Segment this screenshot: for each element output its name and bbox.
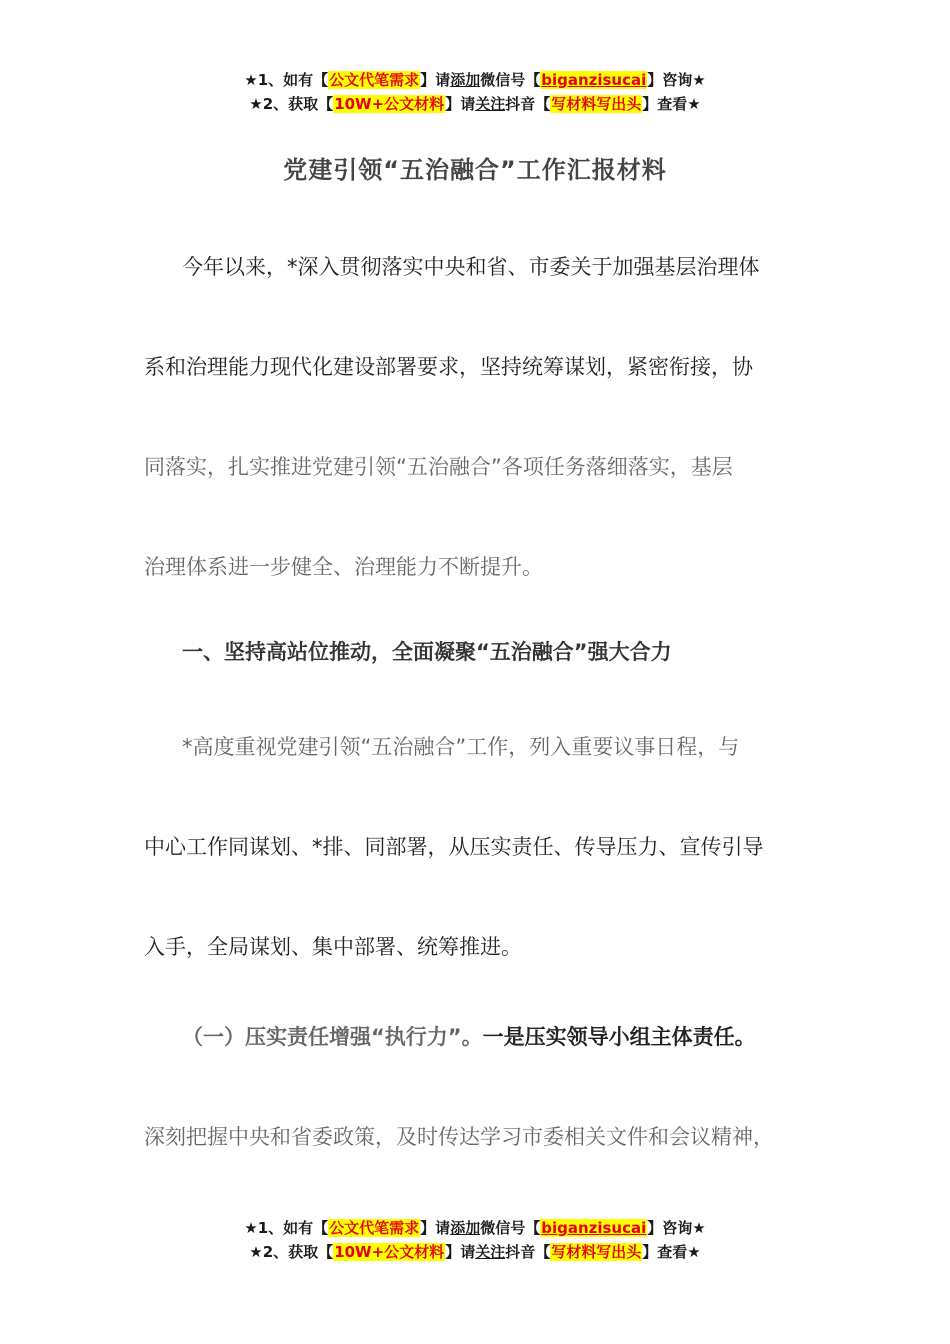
paragraph-line: 系和治理能力现代化建设部署要求，坚持统筹谋划，紧密衔接，协 [144, 355, 753, 379]
douyin-account: 写材料写出头 [551, 1243, 642, 1261]
paragraph-line: 中心工作同谋划、*排、同部署，从压实责任、传导压力、宣传引导 [144, 835, 764, 859]
paragraph-line: 入手，全局谋划、集中部署、统筹推进。 [144, 935, 522, 959]
wechat-id[interactable]: biganzisucai [541, 1219, 647, 1237]
document-title: 党建引领“五治融合”工作汇报材料 [283, 156, 667, 184]
banner-line-2: ★2、获取【10W+公文材料】请关注抖音【写材料写出头】查看★ [249, 1243, 701, 1261]
banner-line-1: ★1、如有【公文代笔需求】请添加微信号【biganzisucai】咨询★ [244, 71, 706, 89]
subsection-1 [144, 987, 824, 1187]
douyin-account: 写材料写出头 [551, 95, 642, 113]
subsection-lead: 一是压实领导小组主体责任。 [482, 1025, 756, 1049]
paragraph-line: 治理体系进一步健全、治理能力不断提升。 [144, 555, 543, 579]
paragraph-line: 今年以来，*深入贯彻落实中央和省、市委关于加强基层治理体 [182, 255, 760, 279]
highlight-materials: 10W+公文材料 [334, 1243, 445, 1261]
header-banner [0, 68, 950, 116]
wechat-id[interactable]: biganzisucai [541, 71, 647, 89]
subsection-heading-line [144, 987, 824, 1087]
subsection-heading: （一）压实责任增强“执行力”。 [182, 1025, 483, 1049]
paragraph-line: *高度重视党建引领“五治融合”工作，列入重要议事日程，与 [182, 735, 740, 759]
highlight-service: 公文代笔需求 [329, 71, 420, 89]
banner-line-1: ★1、如有【公文代笔需求】请添加微信号【biganzisucai】咨询★ [244, 1219, 706, 1237]
paragraph-section-1 [144, 697, 824, 997]
paragraph-intro [144, 217, 824, 617]
footer-banner [0, 1216, 950, 1264]
paragraph-line: 同落实，扎实推进党建引领“五治融合”各项任务落细落实，基层 [144, 455, 733, 479]
banner-line-2: ★2、获取【10W+公文材料】请关注抖音【写材料写出头】查看★ [249, 95, 701, 113]
highlight-service: 公文代笔需求 [329, 1219, 420, 1237]
highlight-materials: 10W+公文材料 [334, 95, 445, 113]
paragraph-line: 深刻把握中央和省委政策，及时传达学习市委相关文件和会议精神， [144, 1125, 774, 1149]
section-heading-1: 一、坚持高站位推动，全面凝聚“五治融合”强大合力 [182, 640, 672, 664]
